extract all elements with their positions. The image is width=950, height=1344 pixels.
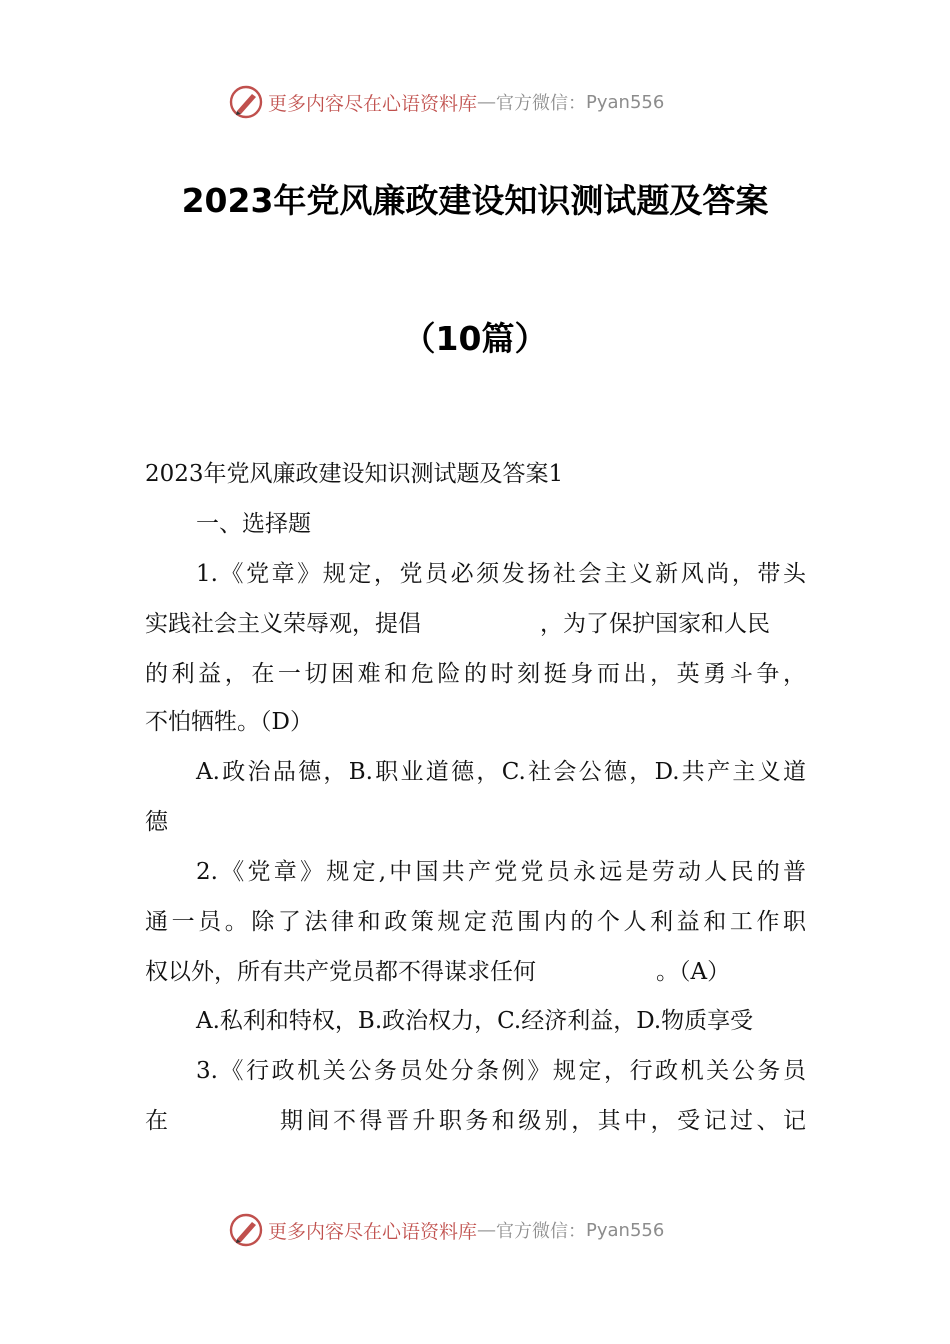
question-2-line-1: 2.《党章》规定,中国共产党党员永远是劳动人民的普 <box>196 859 806 885</box>
question-2-options: A.私利和特权，B.政治权力，C.经济利益，D.物质享受 <box>196 1008 754 1034</box>
page-title: 2023年党风廉政建设知识测试题及答案 <box>181 181 769 220</box>
pen-logo-icon <box>228 1212 264 1248</box>
question-2-line-3b: 。（A） <box>656 959 731 985</box>
watermark-wechat-id: Pyan556 <box>586 1219 665 1241</box>
section-heading: 2023年党风廉政建设知识测试题及答案1 <box>145 461 564 487</box>
watermark-separator: — <box>477 91 497 113</box>
question-1-line-1: 1.《党章》规定，党员必须发扬社会主义新风尚，带头 <box>196 561 806 587</box>
question-2-line-2: 通一员。除了法律和政策规定范围内的个人利益和工作职 <box>145 909 806 935</box>
question-1-line-3: 的利益，在一切困难和危险的时刻挺身而出，英勇斗争， <box>145 661 806 687</box>
part-heading: 一、选择题 <box>196 511 311 537</box>
watermark-site-text: 更多内容尽在心语资料库 <box>268 92 478 115</box>
footer-watermark <box>228 1210 748 1250</box>
question-3-line-2b: 期间不得晋升职务和级别，其中，受记过、记 <box>280 1108 806 1134</box>
pen-logo-icon <box>228 84 264 120</box>
question-1-line-2a: 实践社会主义荣辱观，提倡 <box>145 611 421 637</box>
question-2-line-3a: 权以外，所有共产党员都不得谋求任何 <box>145 959 536 985</box>
watermark-wechat-id: Pyan556 <box>586 91 665 113</box>
watermark-site-text: 更多内容尽在心语资料库 <box>268 1220 478 1243</box>
question-1-options: A.政治品德，B.职业道德，C.社会公德，D.共产主义道 <box>196 759 806 785</box>
watermark-wechat-label: 官方微信： <box>496 93 587 114</box>
page-subtitle: （10篇） <box>402 319 548 358</box>
question-3-line-1: 3.《行政机关公务员处分条例》规定，行政机关公务员 <box>196 1058 806 1084</box>
watermark-wechat-label: 官方微信： <box>496 1221 587 1242</box>
question-1-options-wrap: 德 <box>145 809 168 835</box>
question-1-line-2b: ，为了保护国家和人民 <box>540 611 770 637</box>
question-1-line-4: 不怕牺牲。（D） <box>145 709 313 735</box>
watermark-separator: — <box>477 1219 497 1241</box>
header-watermark <box>228 82 748 122</box>
question-3-line-2a: 在 <box>145 1108 168 1134</box>
